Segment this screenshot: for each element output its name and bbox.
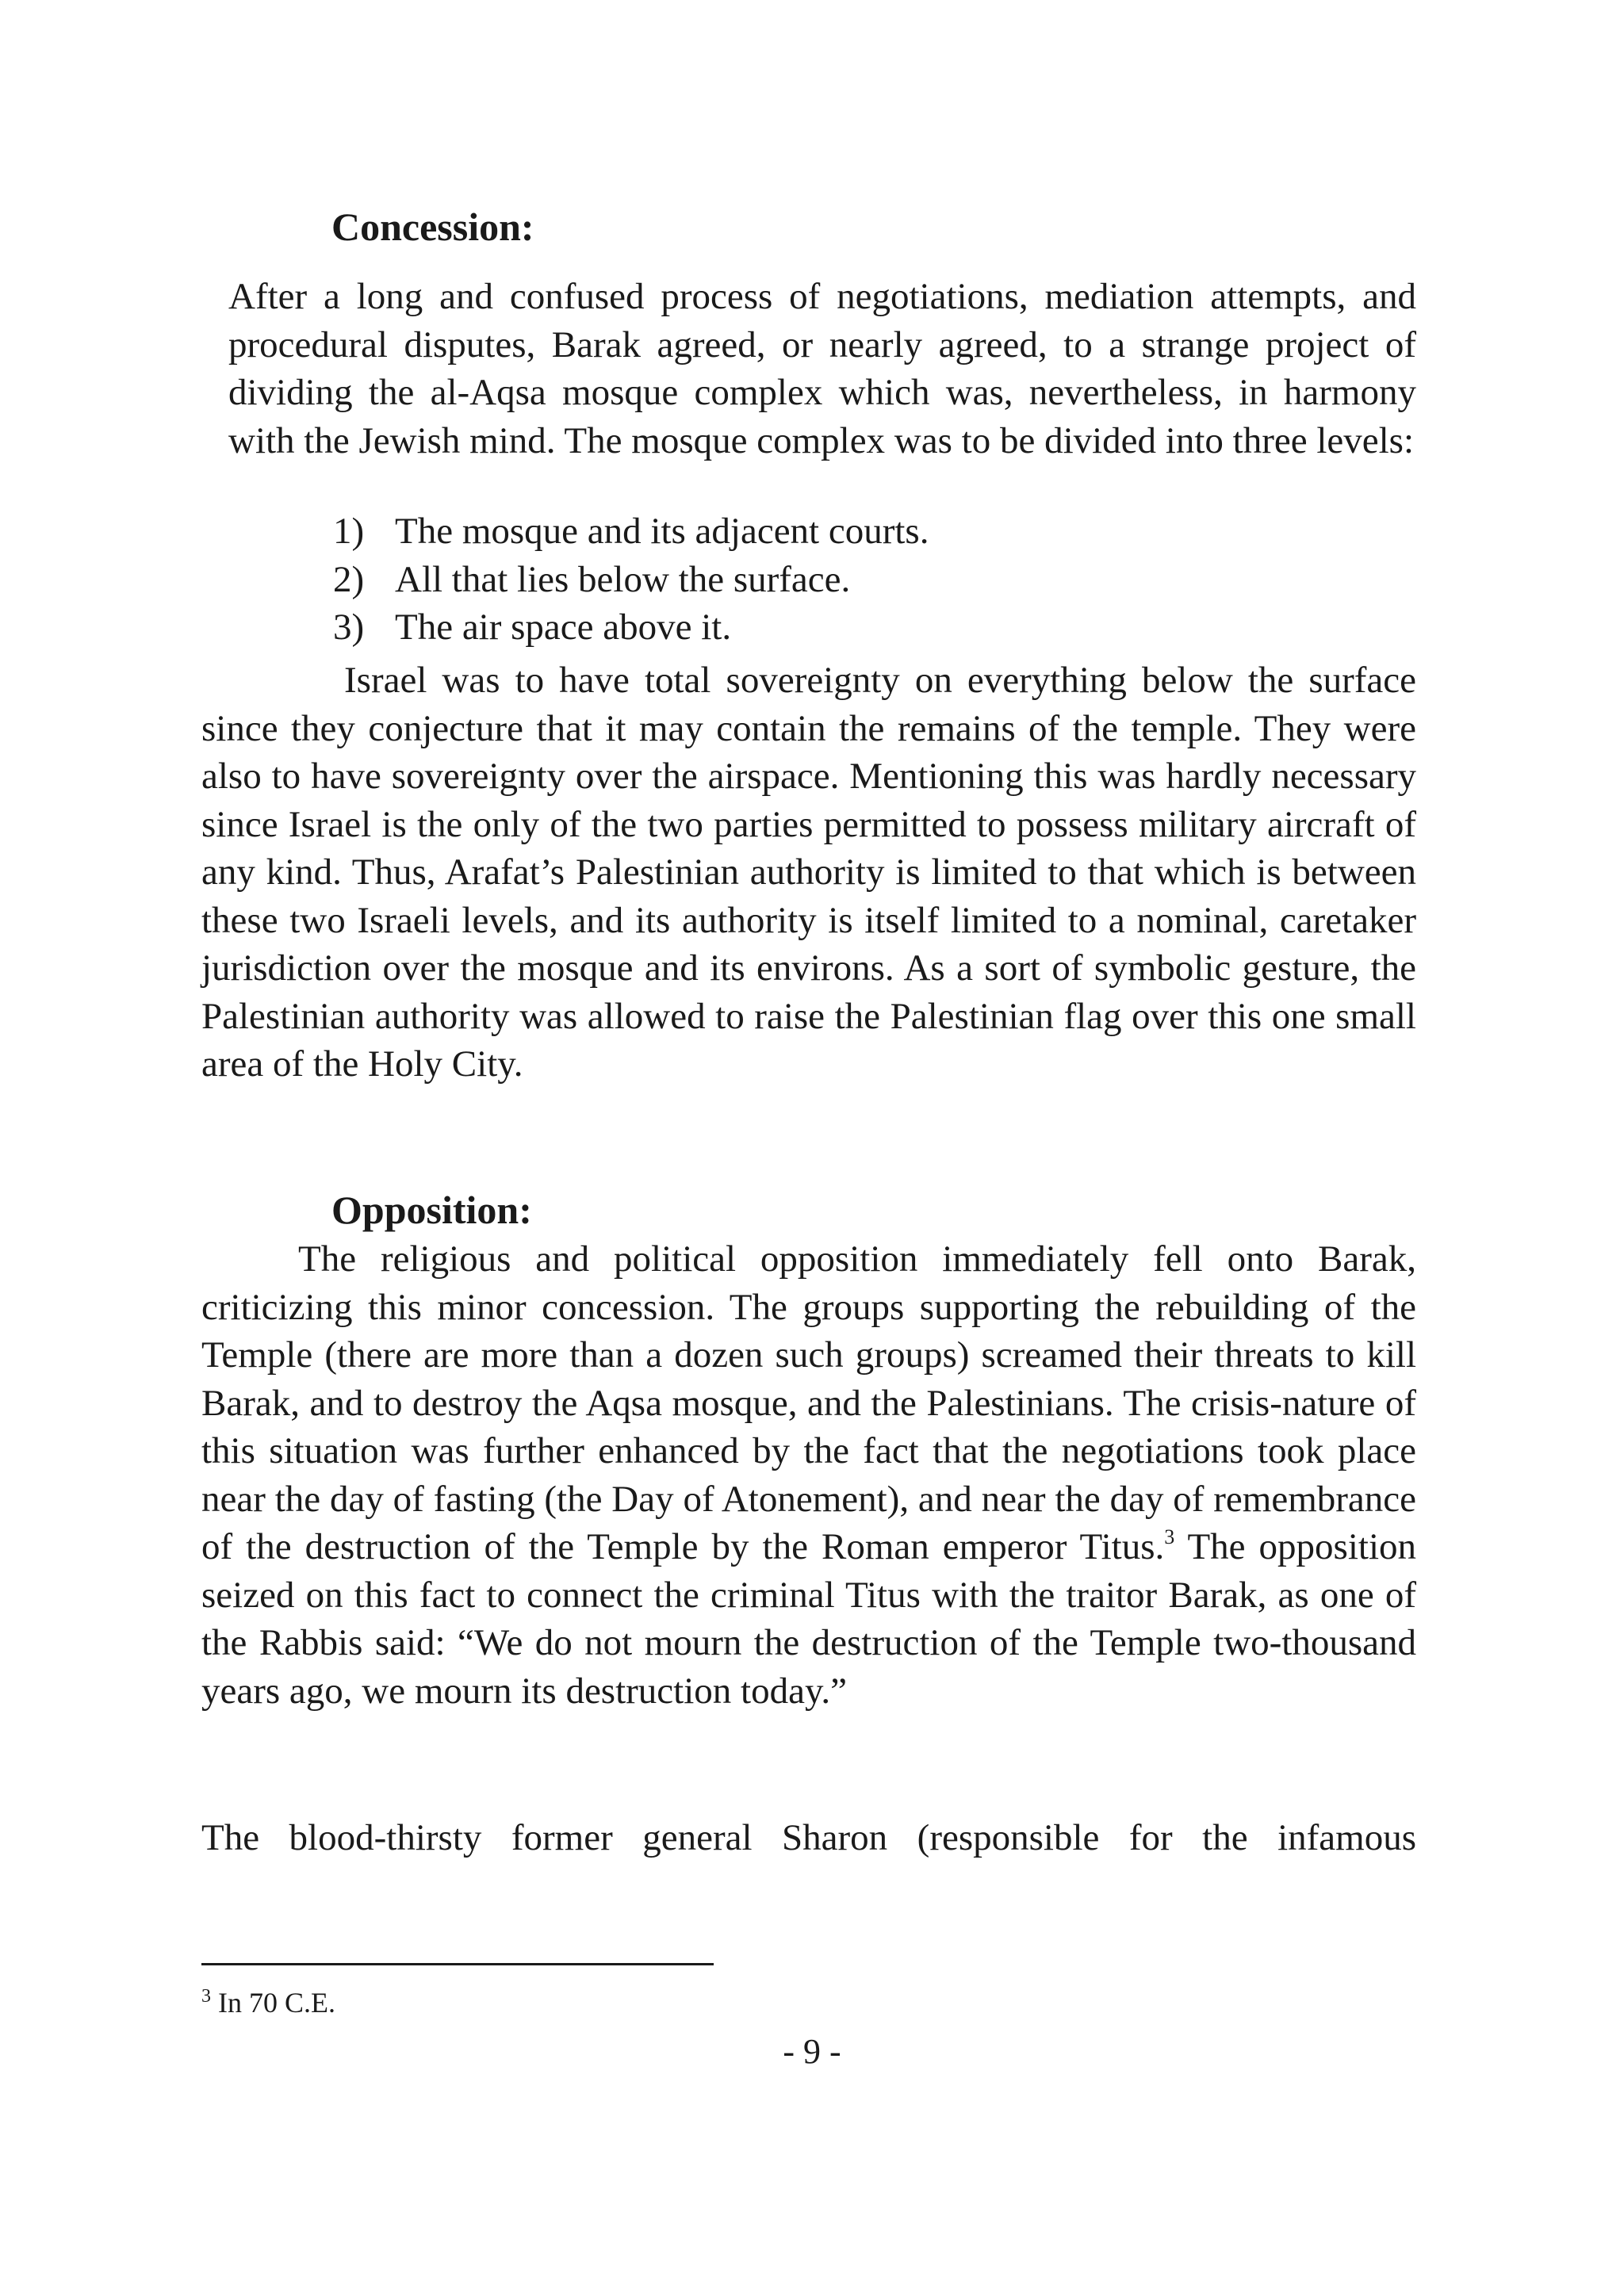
- continuation-paragraph: The blood-thirsty former general Sharon (responsible for the infamous: [201, 1817, 1416, 1858]
- footnote-reference[interactable]: 3: [1164, 1525, 1175, 1549]
- opposition-heading: Opposition:: [331, 1188, 532, 1232]
- concession-body-paragraph: Israel was to have total sovereignty on everything below the surface since they conjecture that it may contain the remains of the temple. They were also to have sovereignty over the airspace. Mentioning this was hardly necessary since Israel is the only of the two parties permitted to possess military aircraft of any kind. Thus, Arafat’s Palestinian authority is limited to that which is between these two Israeli levels, and its authority is itself limited to a nominal, caretaker jurisdiction over the mosque and its environs. As a sort of symbolic gesture, the Palestinian authority was allowed to raise the Palestinian flag over this one small area of the Holy City.: [201, 660, 1416, 1085]
- list-item: [333, 603, 929, 652]
- footnote-number: 3: [201, 1986, 211, 2007]
- list-item: [333, 556, 929, 604]
- list-number: 3): [333, 607, 365, 648]
- concession-intro-paragraph: After a long and confused process of negotiations, mediation attempts, and procedural disputes, Barak agreed, or nearly agreed, to a strange project of dividing the al-Aqsa mosque complex which was, nevertheless, in harmony with the Jewish mind. The mosque complex was to be divided into three levels:: [228, 276, 1416, 461]
- levels-list: [333, 507, 929, 652]
- list-number: 1): [333, 511, 365, 552]
- list-text: The mosque and its adjacent courts.: [395, 511, 929, 552]
- opposition-body-paragraph: [201, 1235, 1416, 1715]
- list-text: All that lies below the surface.: [395, 558, 851, 600]
- concession-heading: Concession:: [331, 205, 534, 249]
- footnote-separator: [201, 1963, 714, 1965]
- footnote: [201, 1984, 335, 2022]
- footnote-text: In 70 C.E.: [211, 1987, 335, 2019]
- list-number: 2): [333, 558, 365, 600]
- opposition-text-part2: The opposition seized on this fact to connect the criminal Titus with the traitor Barak, as one of the Rabbis said: “We do not mourn the destruction of the Temple two-thousand years ago, we mourn its destruction today.”: [201, 1526, 1416, 1712]
- list-text: The air space above it.: [395, 607, 732, 648]
- page-number: - 9 -: [783, 2032, 841, 2071]
- list-item: [333, 507, 929, 556]
- opposition-text-part1: The religious and political opposition immediately fell onto Barak, criticizing this minor concession. The groups supporting the rebuilding of the Temple (there are more than a dozen such groups) screamed their threats to kill Barak, and to destroy the Aqsa mosque, and the Palestinians. The crisis-nature of this situation was further enhanced by the fact that the negotiations took place near the day of fasting (the Day of Atonement), and near the day of remembrance of the destruction of the Temple by the Roman emperor Titus.: [201, 1238, 1416, 1567]
